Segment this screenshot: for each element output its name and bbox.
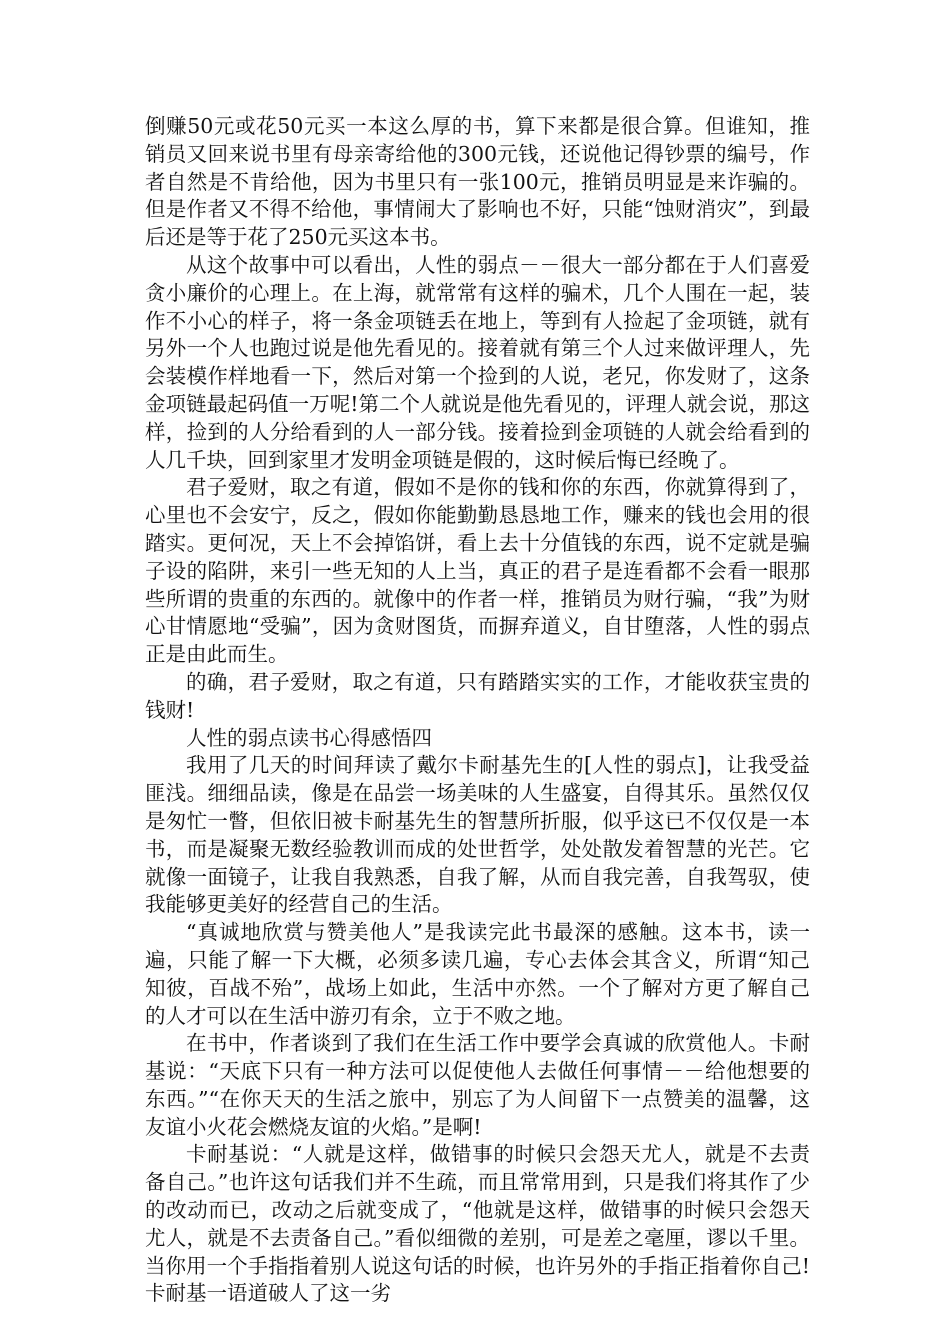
- paragraph-self-blame: 卡耐基说：“人就是这样，做错事的时候只会怨天尤人，就是不去责备自己。”也许这句话我们并不生疏，而且常常用到，只是我们将其作了少的改动而已，改动之后就变成了，“他就是这样，做错事的时候只会怨天尤人，就是不去责备自己。”看似细微的差别，可是差之毫厘，谬以千里。当你用一个手指指着别人说这句话的时候，也许另外的手指正指着你自己!卡耐基一语道破人了这一劣: [145, 1142, 810, 1306]
- paragraph-gentleman-wealth: 君子爱财，取之有道，假如不是你的钱和你的东西，你就算得到了，心里也不会安宁，反之，假如你能勤勤恳恳地工作，赚来的钱也会用的很踏实。更何况，天上不会掉馅饼，看上去十分值钱的东西，说不定就是骗子设的陷阱，来引一些无知的人上当，真正的君子是连看都不会看一眼那些所谓的贵重的东西的。就像中的作者一样，推销员为财行骗，“我”为财心甘情愿地“受骗”，因为贪财图货，而摒弃道义，自甘堕落，人性的弱点正是由此而生。: [145, 475, 810, 667]
- paragraph-appreciation: “真诚地欣赏与赞美他人”是我读完此书最深的感触。这本书，读一遍，只能了解一下大概，必须多读几遍，专心去体会其含义，所谓“知己知彼，百战不殆”，战场上如此，生活中亦然。一个了解对方更了解自己的人才可以在生活中游刃有余，立于不败之地。: [145, 920, 810, 1028]
- section-heading: 人性的弱点读书心得感悟四: [186, 725, 432, 750]
- paragraph-sincere-praise: 在书中，作者谈到了我们在生活工作中要学会真诚的欣赏他人。卡耐基说：“天底下只有一种方法可以促使他人去做任何事情－－给他想要的东西。”“在你天天的生活之旅中，别忘了为人间留下一点赞美的温馨，这友谊小火花会燃烧友谊的火焰。”是啊!: [145, 1031, 810, 1139]
- paragraph-conclusion: 的确，君子爱财，取之有道，只有踏踏实实的工作，才能收获宝贵的钱财!: [145, 669, 810, 722]
- paragraph-continuation: 倒赚50元或花50元买一本这么厚的书，算下来都是很合算。但谁知，推销员又回来说书里有母亲寄给他的300元钱，还说他记得钞票的编号，作者自然是不肯给他，因为书里只有一张100元，推销员明显是来诈骗的。但是作者又不得不给他，事情闹大了影响也不好，只能“蚀财消灾”，到最后还是等于花了250元买这本书。: [145, 114, 810, 250]
- paragraph-story-analysis: 从这个故事中可以看出，人性的弱点－－很大一部分都在于人们喜爱贪小廉价的心理上。在上海，就常常有这样的骗术，几个人围在一起，装作不小心的样子，将一条金项链丢在地上，等到有人捡起了金项链，就有另外一个人也跑过说是他先看见的。接着就有第三个人过来做评理人，先会装模作样地看一下，然后对第一个捡到的人说，老兄，你发财了，这条金项链最起码值一万呢!第二个人就说是他先看见的，评理人就会说，那这样，捡到的人分给看到的人一部分钱。接着捡到金项链的人就会给看到的人几千块，回到家里才发明金项链是假的，这时候后悔已经晚了。: [145, 252, 810, 472]
- document-body: [145, 113, 810, 1308]
- paragraph-reading-intro: 我用了几天的时间拜读了戴尔卡耐基先生的[人性的弱点]，让我受益匪浅。细细品读，像是在品尝一场美味的人生盛宴，自得其乐。虽然仅仅是匆忙一瞥，但依旧被卡耐基先生的智慧所折服，似乎这已不仅仅是一本书，而是凝聚无数经验教训而成的处世哲学，处处散发着智慧的光芒。它就像一面镜子，让我自我熟悉，自我了解，从而自我完善，自我驾驭，使我能够更美好的经营自己的生活。: [145, 753, 810, 917]
